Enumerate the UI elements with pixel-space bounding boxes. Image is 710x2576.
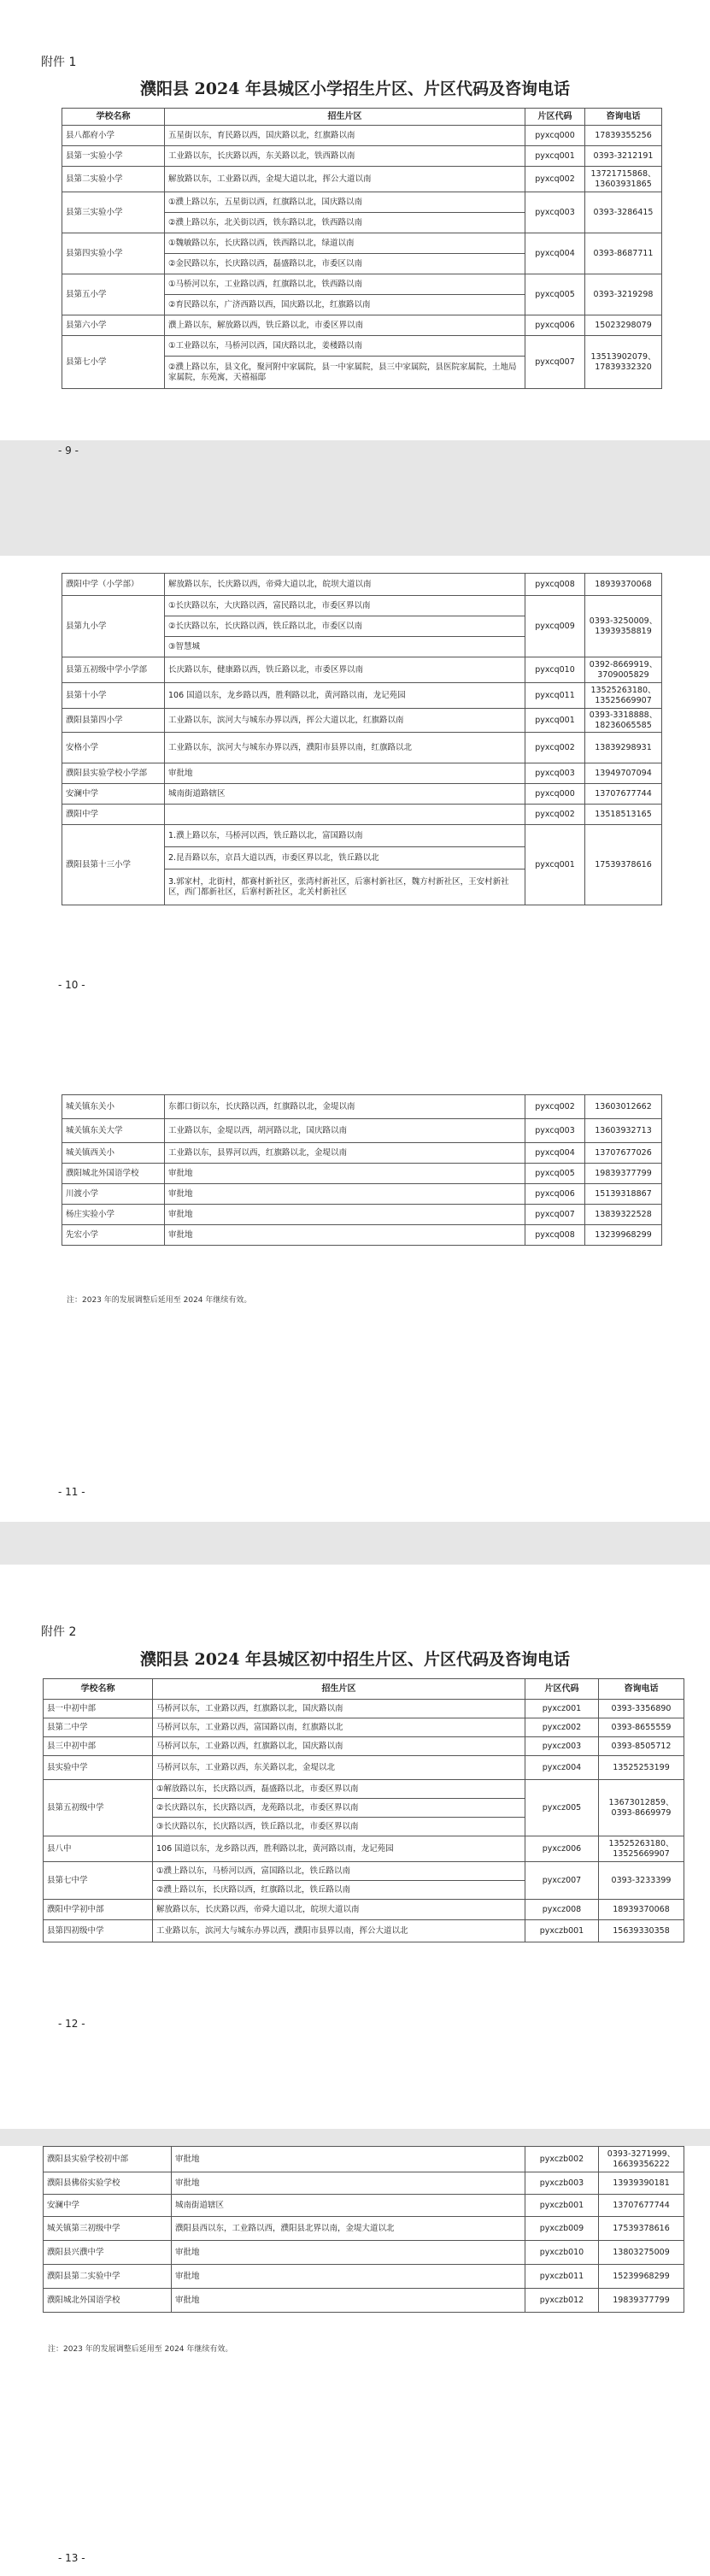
table-row: [62, 1164, 662, 1184]
school-name: 杨庄实验小学: [62, 1205, 165, 1225]
code-cell: pyxczb012: [525, 2289, 599, 2313]
school-name: 县第七小学: [62, 336, 165, 389]
school-name: 城关镇东关大学: [62, 1119, 165, 1143]
code-cell: pyxcq004: [525, 1143, 585, 1164]
code-cell: pyxcz003: [525, 1737, 599, 1756]
school-name: 县第四初级中学: [44, 1920, 153, 1942]
phone-cell: 0393-3286415: [585, 192, 662, 233]
table-row: [44, 1780, 684, 1799]
page-title: 濮阳县 2024 年县城区小学招生片区、片区代码及咨询电话: [139, 80, 571, 98]
table-row: [44, 1700, 684, 1718]
area-cell: 106 国道以东，龙乡路以西，胜利路以北，黄河路以南，龙记苑园: [153, 1836, 525, 1862]
area-cell: 审批地: [172, 2289, 525, 2313]
phone-cell: 17539378616: [585, 825, 662, 905]
table-row: [62, 1119, 662, 1143]
area-cell: 审批地: [165, 1225, 525, 1246]
code-cell: pyxcq005: [525, 274, 585, 315]
table-row: [44, 1920, 684, 1942]
table-row: [62, 805, 662, 825]
school-name: 城关镇东关小: [62, 1095, 165, 1119]
code-cell: pyxcq001: [525, 146, 585, 167]
phone-cell: 13603932713: [585, 1119, 662, 1143]
area-cell: 城南街道路辖区: [165, 784, 525, 805]
phone-cell: 13518513165: [585, 805, 662, 825]
header-phone: 咨询电话: [599, 1679, 684, 1700]
school-name: 县第五小学: [62, 274, 165, 315]
table-row: [62, 784, 662, 805]
table-row: [44, 1900, 684, 1920]
table-row: [44, 1718, 684, 1737]
school-name: 安格小学: [62, 733, 165, 763]
table-row: [62, 596, 662, 616]
area-cell: ①长庆路以东，大庆路以西，富民路以北，市委区界以南: [165, 596, 525, 616]
table-row: [62, 1143, 662, 1164]
header-school: 学校名称: [62, 109, 165, 126]
area-cell: ①工业路以东，马桥河以西，国庆路以北，姜楼路以南: [165, 336, 525, 357]
table-row: [62, 1205, 662, 1225]
school-name: 城关镇西关小: [62, 1143, 165, 1164]
phone-cell: 0393-3212191: [585, 146, 662, 167]
table-header-row: [44, 1679, 684, 1700]
code-cell: pyxcq007: [525, 336, 585, 389]
table-row: [44, 2217, 684, 2241]
school-name: 县八都府小学: [62, 126, 165, 146]
school-name: 川渡小学: [62, 1184, 165, 1205]
table-row: [62, 683, 662, 709]
phone-cell: 0393-8655559: [599, 1718, 684, 1737]
code-cell: pyxcq000: [525, 784, 585, 805]
table-row: [62, 167, 662, 192]
table-row: [44, 1756, 684, 1780]
header-phone: 咨询电话: [585, 109, 662, 126]
footnote: 注：2023 年的发展调整后延用至 2024 年继续有效。: [48, 2345, 233, 2354]
code-cell: pyxcq002: [525, 1095, 585, 1119]
table-row: [62, 274, 662, 295]
area-cell: 1.濮上路以东，马桥河以西，铁丘路以北，富国路以南: [165, 825, 525, 847]
school-name: 县第五初级中学: [44, 1780, 153, 1836]
area-cell: 工业路以东，滨河大与城东办界以西，濮阳市县界以南，红旗路以北: [165, 733, 525, 763]
phone-cell: 0393-3318888、18236065585: [585, 709, 662, 733]
page-12: [0, 1565, 710, 2129]
phone-cell: 19839377799: [599, 2289, 684, 2313]
table-row: [44, 2172, 684, 2195]
table-row: [62, 233, 662, 254]
code-cell: pyxcq007: [525, 1205, 585, 1225]
code-cell: pyxczb009: [525, 2217, 599, 2241]
header-code: 片区代码: [525, 109, 585, 126]
table-row: [62, 126, 662, 146]
table-row: [62, 315, 662, 336]
school-name: 濮阳县兴濮中学: [44, 2241, 172, 2265]
school-name: 濮阳城北外国语学校: [62, 1164, 165, 1184]
page-number: - 12 -: [58, 2018, 85, 2030]
table-row: [44, 2195, 684, 2217]
area-cell: 解放路以东，长庆路以西，帝舜大道以北，皖坝大道以南: [165, 574, 525, 596]
area-cell: 城南街道辖区: [172, 2195, 525, 2217]
table-row: [62, 1095, 662, 1119]
primary-school-table: [62, 108, 662, 389]
table-header-row: [62, 109, 662, 126]
area-cell: ②育民路以东，广济西路以西，国庆路以北，红旗路以南: [165, 295, 525, 315]
table-row: [44, 2289, 684, 2313]
code-cell: pyxcq006: [525, 315, 585, 336]
table-row: [62, 146, 662, 167]
code-cell: pyxcz002: [525, 1718, 599, 1737]
school-name: 县第九小学: [62, 596, 165, 657]
phone-cell: 0393-3233399: [599, 1862, 684, 1900]
table-row: [62, 763, 662, 784]
school-name: 县三中初中部: [44, 1737, 153, 1756]
page-number: - 13 -: [58, 2552, 85, 2564]
area-cell: ②濮上路以东，长庆路以西，红旗路以北，铁丘路以南: [153, 1881, 525, 1900]
area-cell: 工业路以东，滨河大与城东办界以西，濮阳市县界以南，挥公大道以北: [153, 1920, 525, 1942]
code-cell: pyxcq010: [525, 657, 585, 683]
phone-cell: 13949707094: [585, 763, 662, 784]
area-cell: 106 国道以东，龙乡路以西，胜利路以北，黄河路以南，龙记苑园: [165, 683, 525, 709]
phone-cell: 0393-3250009、13939358819: [585, 596, 662, 657]
area-cell: 五星街以东，育民路以西，国庆路以北，红旗路以南: [165, 126, 525, 146]
phone-cell: 0393-3219298: [585, 274, 662, 315]
area-cell: 审批地: [172, 2265, 525, 2289]
school-name: 濮阳县第二实验中学: [44, 2265, 172, 2289]
header-school: 学校名称: [44, 1679, 153, 1700]
code-cell: pyxcq011: [525, 683, 585, 709]
code-cell: pyxcz006: [525, 1836, 599, 1862]
middle-school-table: [43, 1678, 684, 1942]
phone-cell: 18939370068: [585, 574, 662, 596]
page-10: [0, 556, 710, 1522]
area-cell: 工业路以东，滨河大与城东办界以西，挥公大道以北，红旗路以南: [165, 709, 525, 733]
school-name: 县第一实验小学: [62, 146, 165, 167]
area-cell: 审批地: [172, 2147, 525, 2172]
area-cell: ③智慧城: [165, 637, 525, 657]
phone-cell: 0393-3356890: [599, 1700, 684, 1718]
area-cell: 2.昆吾路以东，京昌大道以西，市委区界以北，铁丘路以北: [165, 847, 525, 869]
code-cell: pyxczb003: [525, 2172, 599, 2195]
header-area: 招生片区: [165, 109, 525, 126]
school-name: 县第五初级中学小学部: [62, 657, 165, 683]
area-cell: ②金民路以东，长庆路以西，磊盛路以北，市委区以南: [165, 254, 525, 274]
school-name: 濮阳县实验学校小学部: [62, 763, 165, 784]
code-cell: pyxcq003: [525, 1119, 585, 1143]
phone-cell: 13707677744: [599, 2195, 684, 2217]
school-name: 县第三实验小学: [62, 192, 165, 233]
code-cell: pyxcq003: [525, 763, 585, 784]
code-cell: pyxcz005: [525, 1780, 599, 1836]
phone-cell: 15639330358: [599, 1920, 684, 1942]
school-name: 县实验中学: [44, 1756, 153, 1780]
code-cell: pyxcq001: [525, 825, 585, 905]
school-name: 县第七中学: [44, 1862, 153, 1900]
code-cell: pyxczb011: [525, 2265, 599, 2289]
area-cell: ①濮上路以东，马桥河以西，富国路以北，铁丘路以南: [153, 1862, 525, 1881]
header-code: 片区代码: [525, 1679, 599, 1700]
code-cell: pyxczb002: [525, 2147, 599, 2172]
area-cell: 解放路以东，工业路以西，金堤大道以北，挥公大道以南: [165, 167, 525, 192]
table-row: [44, 1737, 684, 1756]
area-cell: 濮上路以东，解放路以西，铁丘路以北，市委区界以南: [165, 315, 525, 336]
phone-cell: 18939370068: [599, 1900, 684, 1920]
attachment-label: 附件 2: [41, 1625, 77, 1639]
area-cell: ①马桥河以东，工业路以西，红旗路以北，铁西路以南: [165, 274, 525, 295]
area-cell: 东都口街以东，长庆路以西，红旗路以北，金堤以南: [165, 1095, 525, 1119]
phone-cell: 15023298079: [585, 315, 662, 336]
code-cell: pyxcq003: [525, 192, 585, 233]
area-cell: 马桥河以东，工业路以西，红旗路以北，国庆路以南: [153, 1737, 525, 1756]
area-cell: 审批地: [165, 1164, 525, 1184]
phone-cell: 13707677026: [585, 1143, 662, 1164]
footnote: 注：2023 年的发展调整后延用至 2024 年继续有效。: [67, 1296, 252, 1305]
phone-cell: 13603012662: [585, 1095, 662, 1119]
area-cell: 马桥河以东，工业路以西，东关路以北，金堤以北: [153, 1756, 525, 1780]
school-name: 县第四实验小学: [62, 233, 165, 274]
area-cell: ②长庆路以东，长庆路以西，龙苑路以北，市委区界以南: [153, 1799, 525, 1818]
school-name: 濮阳县第四小学: [62, 709, 165, 733]
code-cell: pyxcq002: [525, 805, 585, 825]
code-cell: pyxcq002: [525, 733, 585, 763]
table-row: [44, 1862, 684, 1881]
phone-cell: 15139318867: [585, 1184, 662, 1205]
school-name: 县一中初中部: [44, 1700, 153, 1718]
middle-school-table-continued: [43, 2146, 684, 2313]
school-name: 濮阳县第十三小学: [62, 825, 165, 905]
primary-school-table-continued: [62, 573, 662, 905]
code-cell: pyxcq008: [525, 574, 585, 596]
header-area: 招生片区: [153, 1679, 525, 1700]
table-row: [62, 574, 662, 596]
area-cell: ③长庆路以东，长庆路以西，铁丘路以北，市委区界以南: [153, 1818, 525, 1836]
area-cell: 工业路以东，长庆路以西，东关路以北，铁西路以南: [165, 146, 525, 167]
area-cell: 濮阳县西以东，工业路以西，濮阳县北界以南，金堤大道以北: [172, 2217, 525, 2241]
code-cell: pyxcq009: [525, 596, 585, 657]
code-cell: pyxczb001: [525, 1920, 599, 1942]
area-cell: 审批地: [172, 2172, 525, 2195]
table-row: [62, 1225, 662, 1246]
school-name: 濮阳城北外国语学校: [44, 2289, 172, 2313]
primary-school-table-end: [62, 1094, 662, 1246]
page-number: - 10 -: [58, 979, 85, 991]
code-cell: pyxcq008: [525, 1225, 585, 1246]
code-cell: pyxcq000: [525, 126, 585, 146]
code-cell: pyxcq006: [525, 1184, 585, 1205]
school-name: 安澜中学: [62, 784, 165, 805]
area-cell: ②长庆路以东，长庆路以西，铁丘路以北，市委区以南: [165, 616, 525, 637]
phone-cell: 13239968299: [585, 1225, 662, 1246]
area-cell: ①解放路以东，长庆路以西，磊盛路以北，市委区界以南: [153, 1780, 525, 1799]
attachment-label: 附件 1: [41, 56, 77, 69]
table-row: [62, 192, 662, 213]
area-cell: 审批地: [165, 1205, 525, 1225]
page-13: [0, 2146, 710, 2576]
area-cell: 工业路以东，金堤以西，胡河路以北，国庆路以南: [165, 1119, 525, 1143]
code-cell: pyxcq004: [525, 233, 585, 274]
area-cell: [165, 805, 525, 825]
school-name: 县第二实验小学: [62, 167, 165, 192]
area-cell: 审批地: [172, 2241, 525, 2265]
school-name: 城关镇第三初级中学: [44, 2217, 172, 2241]
phone-cell: 13839298931: [585, 733, 662, 763]
table-row: [62, 336, 662, 357]
area-cell: ①魏敏路以东，长庆路以西，铁西路以北，绿道以南: [165, 233, 525, 254]
table-row: [44, 2265, 684, 2289]
area-cell: 3.郭家村，北街村，都赛村新社区，张湾村新社区，后寨村新社区，魏方村新社区，王安村新社区，西门都新社区，后寨村新社区，北关村新社区: [165, 869, 525, 905]
phone-cell: 13839322528: [585, 1205, 662, 1225]
table-row: [62, 709, 662, 733]
school-name: 县第六小学: [62, 315, 165, 336]
phone-cell: 13525263180、13525669907: [585, 683, 662, 709]
area-cell: ①濮上路以东，五星街以西，红旗路以北，国庆路以南: [165, 192, 525, 213]
phone-cell: 13721715868、13603931865: [585, 167, 662, 192]
phone-cell: 0393-8687711: [585, 233, 662, 274]
code-cell: pyxcz008: [525, 1900, 599, 1920]
phone-cell: 15239968299: [599, 2265, 684, 2289]
school-name: 县第十小学: [62, 683, 165, 709]
school-name: 濮阳中学: [62, 805, 165, 825]
phone-cell: 13707677744: [585, 784, 662, 805]
table-row: [44, 1836, 684, 1862]
code-cell: pyxcq001: [525, 709, 585, 733]
code-cell: pyxcq005: [525, 1164, 585, 1184]
phone-cell: 17839355256: [585, 126, 662, 146]
phone-cell: 0393-3271999、16639356222: [599, 2147, 684, 2172]
phone-cell: 0393-8505712: [599, 1737, 684, 1756]
school-name: 先宏小学: [62, 1225, 165, 1246]
area-cell: ②濮上路以东，北关街以西，铁东路以北，铁西路以南: [165, 213, 525, 233]
code-cell: pyxczb001: [525, 2195, 599, 2217]
page-number: - 9 -: [58, 445, 79, 457]
code-cell: pyxcz004: [525, 1756, 599, 1780]
table-row: [62, 657, 662, 683]
school-name: 安澜中学: [44, 2195, 172, 2217]
area-cell: 审批地: [165, 763, 525, 784]
phone-cell: 19839377799: [585, 1164, 662, 1184]
area-cell: 解放路以东，长庆路以西，帝舜大道以北，皖坝大道以南: [153, 1900, 525, 1920]
page-number: - 11 -: [58, 1486, 85, 1498]
area-cell: 工业路以东，县界河以西，红旗路以北，金堤以南: [165, 1143, 525, 1164]
code-cell: pyxcq002: [525, 167, 585, 192]
school-name: 濮阳中学（小学部）: [62, 574, 165, 596]
code-cell: pyxcz007: [525, 1862, 599, 1900]
phone-cell: 13525263180、13525669907: [599, 1836, 684, 1862]
phone-cell: 0392-8669919、3709005829: [585, 657, 662, 683]
school-name: 濮阳中学初中部: [44, 1900, 153, 1920]
page-title: 濮阳县 2024 年县城区初中招生片区、片区代码及咨询电话: [139, 1650, 571, 1669]
phone-cell: 13525253199: [599, 1756, 684, 1780]
school-name: 县第二中学: [44, 1718, 153, 1737]
phone-cell: 13673012859、0393-8669979: [599, 1780, 684, 1836]
table-row: [62, 825, 662, 847]
phone-cell: 13513902079、17839332320: [585, 336, 662, 389]
area-cell: 长庆路以东，健康路以西，铁丘路以北，市委区界以南: [165, 657, 525, 683]
table-row: [44, 2147, 684, 2172]
area-cell: 马桥河以东，工业路以西，富国路以南，红旗路以北: [153, 1718, 525, 1737]
code-cell: pyxcz001: [525, 1700, 599, 1718]
code-cell: pyxczb010: [525, 2241, 599, 2265]
phone-cell: 13803275009: [599, 2241, 684, 2265]
school-name: 濮阳县实验学校初中部: [44, 2147, 172, 2172]
school-name: 县八中: [44, 1836, 153, 1862]
phone-cell: 17539378616: [599, 2217, 684, 2241]
table-row: [44, 2241, 684, 2265]
area-cell: 马桥河以东，工业路以西，红旗路以北，国庆路以南: [153, 1700, 525, 1718]
page-9: [0, 0, 710, 457]
area-cell: 审批地: [165, 1184, 525, 1205]
area-cell: ②濮上路以东，县文化，聚河附中家属院，县一中家属院，县三中家属院，县医院家属院，土地局家属院，东苑寓，天禧福邸: [165, 357, 525, 389]
phone-cell: 13939390181: [599, 2172, 684, 2195]
table-row: [62, 1184, 662, 1205]
school-name: 濮阳县佛俗实验学校: [44, 2172, 172, 2195]
table-row: [62, 733, 662, 763]
